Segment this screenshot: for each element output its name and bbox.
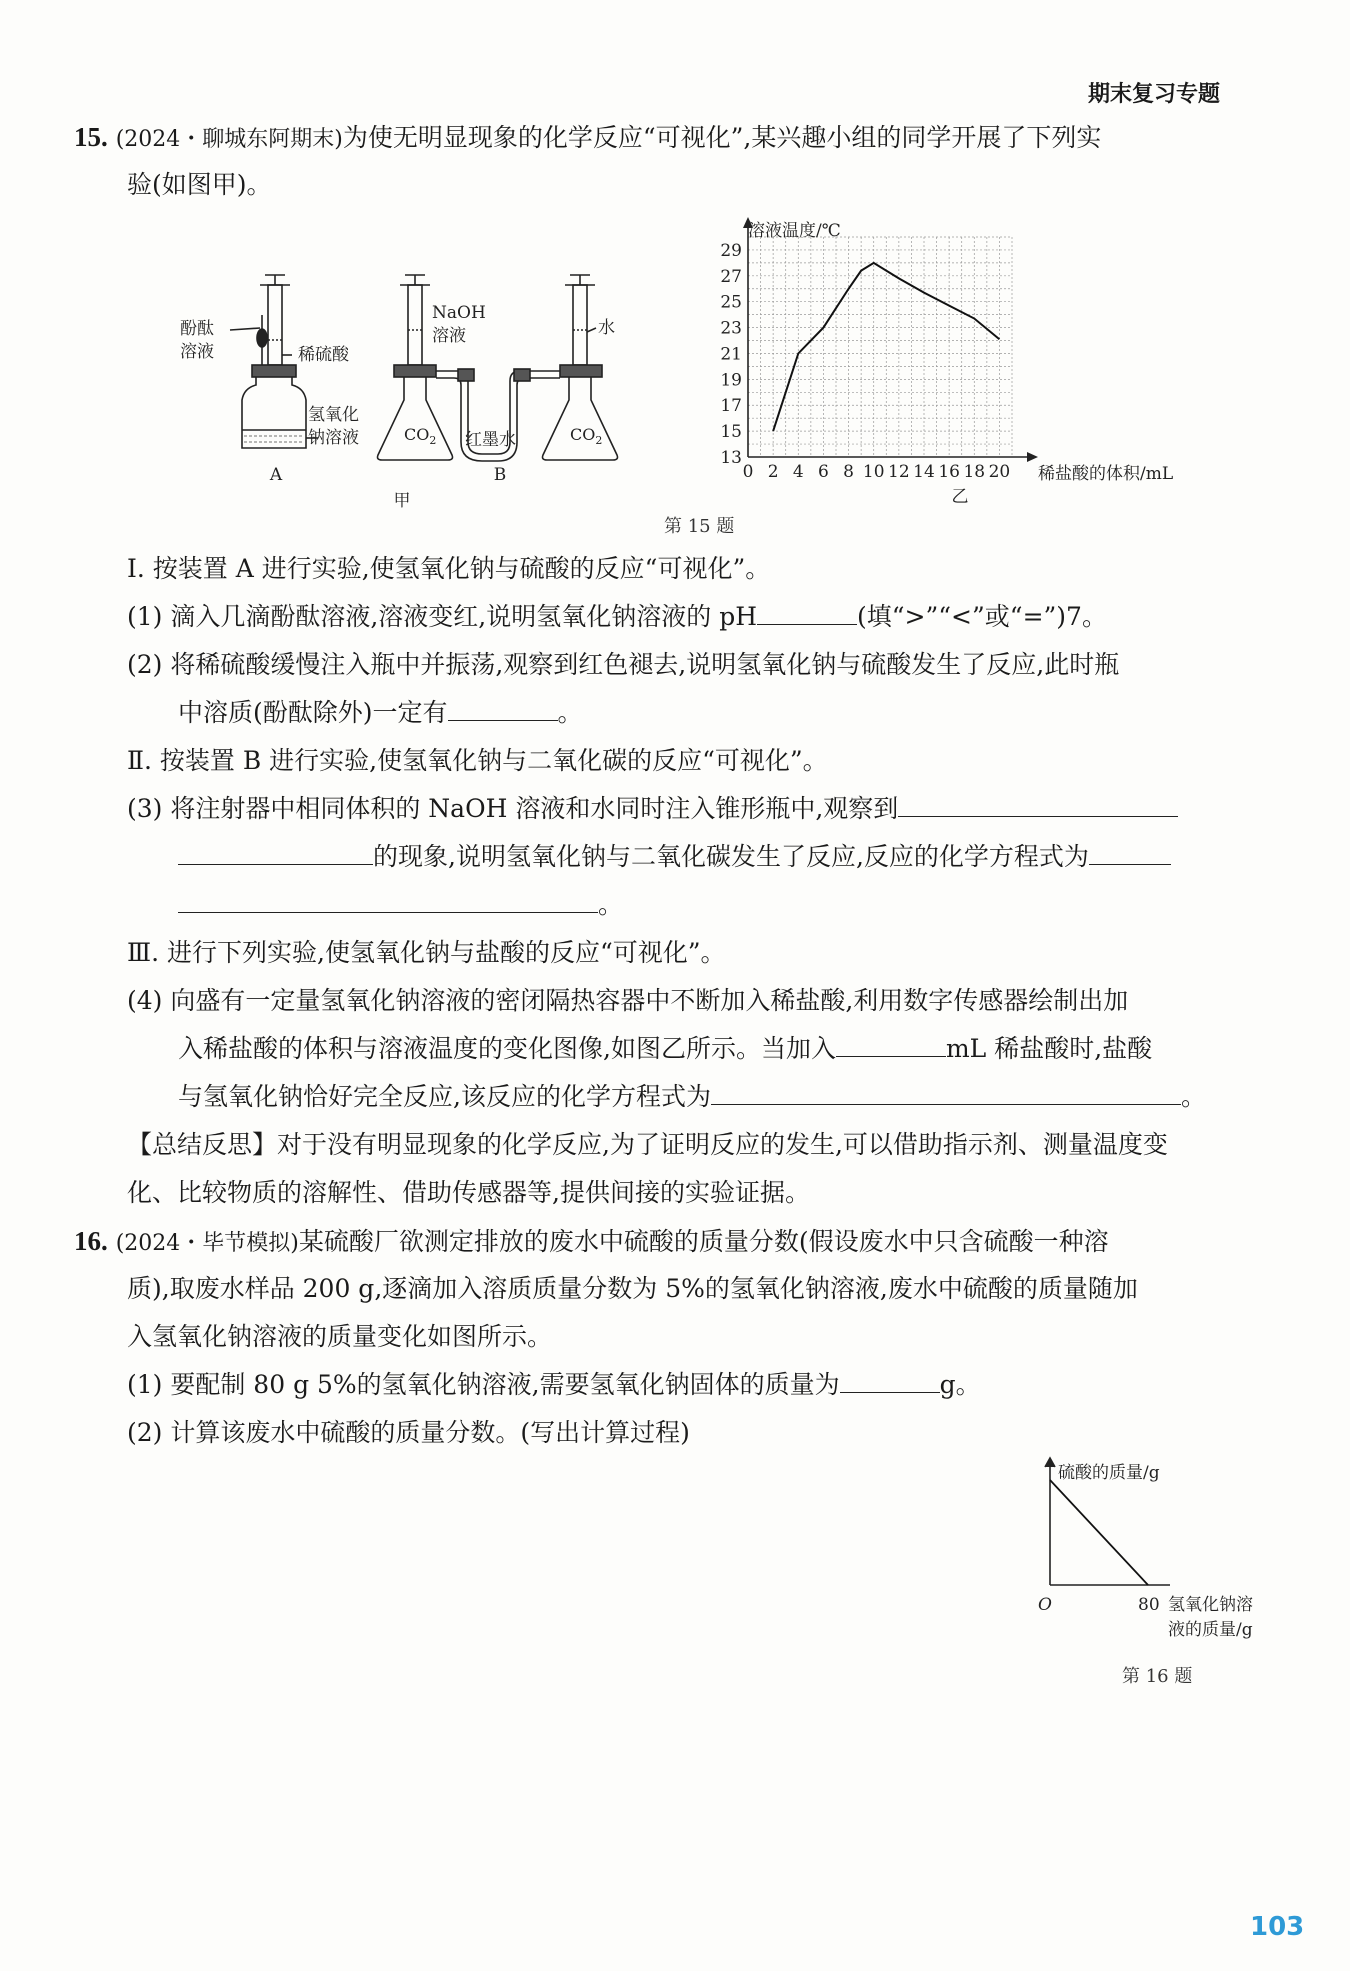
temperature-chart: [700, 212, 1220, 517]
answer-blank-1[interactable]: [757, 600, 857, 625]
answer-blank-4a[interactable]: [836, 1032, 946, 1057]
q16-stem-line2: 质),取废水样品 200 g,逐滴加入溶质质量分数为 5%的氢氧化钠溶液,废水中硫酸的质量随加: [127, 1274, 1138, 1303]
label-co2-right: $CO_2$: [570, 425, 603, 447]
q16-figure-caption: 第 16 题: [1122, 1666, 1193, 1687]
y-tick-label: 13: [720, 448, 742, 468]
x-tick-label: 2: [767, 462, 779, 482]
q15-stem-line2: 验(如图甲)。: [127, 170, 272, 199]
chart-x-ticks: [743, 462, 1011, 482]
chart-y-label: 溶液温度/℃: [748, 221, 841, 241]
syringe-a: [268, 285, 282, 365]
q15-sub4-line2: 入稀盐酸的体积与溶液温度的变化图像,如图乙所示。当加入 mL 稀盐酸时,盐酸: [178, 1034, 1153, 1063]
chart-axes: [743, 217, 1038, 462]
label-naoh-solution-a-2: 钠溶液: [308, 428, 359, 448]
q16-x-label-2: 液的质量/g: [1168, 1620, 1253, 1640]
answer-blank-3c[interactable]: [1089, 840, 1171, 865]
q16-y-label: 硫酸的质量/g: [1058, 1463, 1160, 1483]
q15-stem-text: 为使无明显现象的化学反应“可视化”,某兴趣小组的同学开展了下列实: [342, 123, 1102, 152]
label-naoh-b-2: 溶液: [432, 326, 466, 346]
flask-b-left: [378, 377, 453, 460]
y-tick-label: 21: [720, 344, 742, 365]
chart-grid: [748, 237, 1012, 457]
answer-blank-16a[interactable]: [840, 1368, 940, 1393]
q16-number: 16.: [74, 1226, 108, 1256]
q15-summary-line2: 化、比较物质的溶解性、借助传感器等,提供间接的实验证据。: [127, 1178, 810, 1207]
section-header: 期末复习专题: [1088, 82, 1221, 107]
q16-x-label-1: 氢氧化钠溶: [1168, 1595, 1253, 1615]
y-tick-label: 25: [720, 292, 742, 313]
q15-sub3-line2: 的现象,说明氢氧化钠与二氧化碳发生了反应,反应的化学方程式为: [178, 840, 1171, 874]
q15-number: 15.: [74, 122, 108, 152]
q15-sub2-line2: 中溶质(酚酞除外)一定有 。: [178, 698, 583, 727]
y-tick-label: 27: [720, 266, 742, 287]
label-water: 水: [598, 318, 615, 338]
q16-origin-label: O: [1038, 1595, 1052, 1615]
answer-blank-2[interactable]: [448, 696, 558, 721]
q15-sub1: (1) 滴入几滴酚酞溶液,溶液变红,说明氢氧化钠溶液的 pH (填“>”“<”或“=”)7。: [127, 602, 1107, 631]
q15-part-iii: Ⅲ. 进行下列实验,使氢氧化钠与盐酸的反应“可视化”。: [127, 938, 726, 967]
q15-sub4-line1: (4) 向盛有一定量氢氧化钠溶液的密闭隔热容器中不断加入稀盐酸,利用数字传感器绘制出加: [127, 986, 1129, 1015]
x-tick-label: 12: [888, 462, 910, 482]
label-red-ink: 红墨水: [465, 430, 516, 450]
chart-x-label: 稀盐酸的体积/mL: [1038, 464, 1174, 484]
x-tick-label: 16: [938, 462, 960, 482]
y-tick-label: 23: [720, 318, 742, 339]
q16-source: (2024・毕节模拟): [115, 1231, 299, 1256]
syringe-b-right: [573, 285, 587, 365]
answer-blank-3a[interactable]: [898, 792, 1178, 817]
y-tick-label: 15: [720, 422, 742, 443]
x-tick-label: 10: [862, 462, 885, 482]
q16-stem-line1: 16. (2024・毕节模拟)某硫酸厂欲测定排放的废水中硫酸的质量分数(假设废水中只含硫酸一种溶: [74, 1226, 1109, 1256]
answer-blank-3b[interactable]: [178, 840, 373, 865]
q15-source: (2024・聊城东阿期末): [115, 127, 343, 152]
answer-blank-4b[interactable]: [711, 1080, 1181, 1105]
stopper-a: [252, 365, 296, 377]
x-tick-label: 14: [913, 462, 935, 482]
x-tick-label: 4: [792, 462, 804, 482]
label-co2-left: $CO_2$: [404, 425, 437, 447]
label-phenolphthalein-2: 溶液: [180, 342, 214, 362]
chart-y-ticks: [720, 241, 742, 468]
apparatus-figure: [180, 270, 620, 520]
q15-figure-caption: 第 15 题: [664, 516, 735, 537]
q15-part-i: Ⅰ. 按装置 A 进行实验,使氢氧化钠与硫酸的反应“可视化”。: [127, 554, 771, 583]
x-tick-label: 18: [963, 462, 986, 482]
y-tick-label: 29: [720, 240, 742, 261]
x-axis-arrow: [1027, 452, 1038, 462]
q16-data-line: [1050, 1480, 1148, 1585]
y-tick-label: 19: [720, 370, 742, 391]
x-tick-label: 0: [742, 462, 754, 482]
q15-part-ii: Ⅱ. 按装置 B 进行实验,使氢氧化钠与二氧化碳的反应“可视化”。: [127, 746, 828, 775]
label-apparatus-b: B: [493, 465, 507, 485]
q15-summary-line1: 【总结反思】对于没有明显现象的化学反应,为了证明反应的发生,可以借助指示剂、测量温度变: [127, 1130, 1168, 1159]
q16-stem-line3: 入氢氧化钠溶液的质量变化如图所示。: [127, 1322, 553, 1351]
q15-sub4-line3: 与氢氧化钠恰好完全反应,该反应的化学方程式为 。: [178, 1082, 1206, 1111]
q15-sub3-line1: (3) 将注射器中相同体积的 NaOH 溶液和水同时注入锥形瓶中,观察到: [127, 792, 1178, 826]
x-tick-label: 20: [988, 462, 1011, 482]
q15-stem-line1: [74, 120, 1101, 157]
syringe-b-left: [408, 285, 422, 365]
label-phenolphthalein-1: 酚酞: [180, 319, 214, 339]
label-apparatus-a: A: [269, 465, 283, 485]
answer-blank-3d[interactable]: [178, 888, 598, 913]
sulfuric-acid-chart: [1030, 1455, 1310, 1645]
label-dilute-sulfuric-acid: 稀硫酸: [298, 345, 349, 365]
q16-sub1: (1) 要配制 80 g 5%的氢氧化钠溶液,需要氢氧化钠固体的质量为 g。: [127, 1370, 981, 1399]
page-number: 103: [1250, 1912, 1305, 1942]
flask-b-right: [543, 377, 618, 460]
q15-sub3-line3: 。: [178, 888, 623, 922]
q15-sub2-line1: (2) 将稀硫酸缓慢注入瓶中并振荡,观察到红色褪去,说明氢氧化钠与硫酸发生了反应,此时瓶: [127, 650, 1120, 679]
q16-sub2: (2) 计算该废水中硫酸的质量分数。(写出计算过程): [127, 1418, 690, 1447]
x-tick-label: 8: [843, 462, 854, 482]
y-tick-label: 17: [720, 396, 742, 417]
label-naoh-solution-a-1: 氢氧化: [308, 405, 359, 425]
chart-caption-yi: 乙: [951, 487, 969, 507]
q16-x-tick-80: 80: [1138, 1595, 1160, 1615]
bottle-a: [242, 377, 306, 448]
x-tick-label: 6: [818, 462, 829, 482]
caption-jia: 甲: [393, 491, 411, 511]
label-naoh-b-1: NaOH: [432, 303, 486, 323]
